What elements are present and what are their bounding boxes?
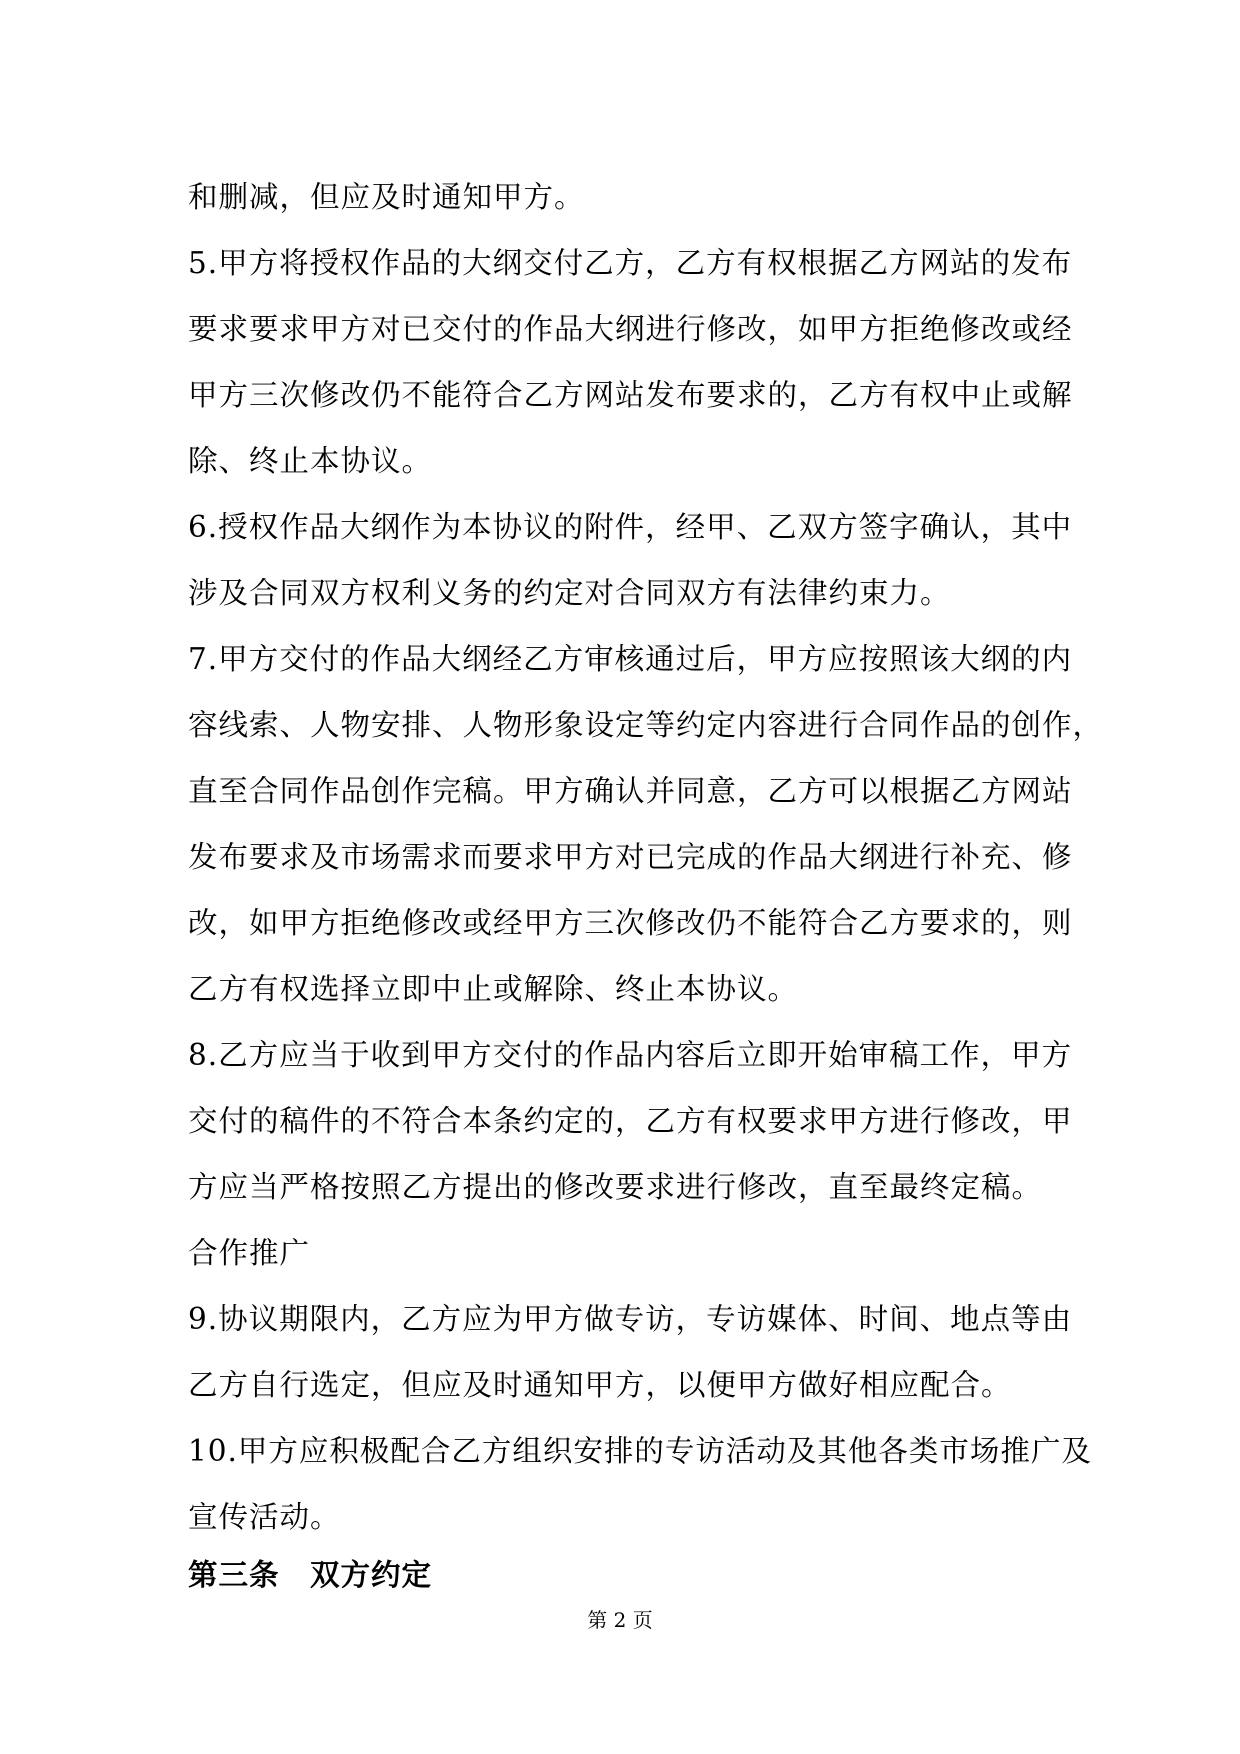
clause-7-line: 发布要求及市场需求而要求甲方对已完成的作品大纲进行补充、修 xyxy=(188,840,1073,874)
clause-5-line: 要求要求甲方对已交付的作品大纲进行修改，如甲方拒绝修改或经 xyxy=(188,312,1073,346)
clause-8-line: 方应当严格按照乙方提出的修改要求进行修改，直至最终定稿。 xyxy=(188,1170,1043,1204)
clause-8-line: 交付的稿件的不符合本条约定的，乙方有权要求甲方进行修改，甲 xyxy=(188,1104,1073,1138)
clause-6-line: 6.授权作品大纲作为本协议的附件，经甲、乙双方签字确认，其中 xyxy=(188,510,1073,544)
clause-6-line: 涉及合同双方权利义务的约定对合同双方有法律约束力。 xyxy=(188,576,951,610)
clause-7-line: 7.甲方交付的作品大纲经乙方审核通过后，甲方应按照该大纲的内 xyxy=(188,642,1073,676)
clause-9-line: 9.协议期限内，乙方应为甲方做专访，专访媒体、时间、地点等由 xyxy=(188,1302,1073,1336)
text-line: 和删减，但应及时通知甲方。 xyxy=(188,180,585,214)
subsection-title: 合作推广 xyxy=(188,1236,311,1270)
clause-10-line: 宣传活动。 xyxy=(188,1500,341,1534)
page-number: 第 2 页 xyxy=(587,1608,653,1632)
clause-9-line: 乙方自行选定，但应及时通知甲方，以便甲方做好相应配合。 xyxy=(188,1368,1012,1402)
clause-7-line: 容线索、人物安排、人物形象设定等约定内容进行合同作品的创作， xyxy=(188,708,1104,742)
clause-5-line: 甲方三次修改仍不能符合乙方网站发布要求的，乙方有权中止或解 xyxy=(188,378,1073,412)
clause-7-line: 改，如甲方拒绝修改或经甲方三次修改仍不能符合乙方要求的，则 xyxy=(188,906,1073,940)
section-heading: 第三条 双方约定 xyxy=(188,1557,433,1592)
clause-5-line: 除、终止本协议。 xyxy=(188,444,433,478)
clause-7-line: 直至合同作品创作完稿。甲方确认并同意，乙方可以根据乙方网站 xyxy=(188,774,1073,808)
clause-8-line: 8.乙方应当于收到甲方交付的作品内容后立即开始审稿工作，甲方 xyxy=(188,1038,1073,1072)
clause-7-line: 乙方有权选择立即中止或解除、终止本协议。 xyxy=(188,972,799,1006)
clause-10-line: 10.甲方应积极配合乙方组织安排的专访活动及其他各类市场推广及 xyxy=(188,1434,1092,1468)
contract-body xyxy=(188,164,1104,1550)
clause-5-line: 5.甲方将授权作品的大纲交付乙方，乙方有权根据乙方网站的发布 xyxy=(188,246,1073,280)
